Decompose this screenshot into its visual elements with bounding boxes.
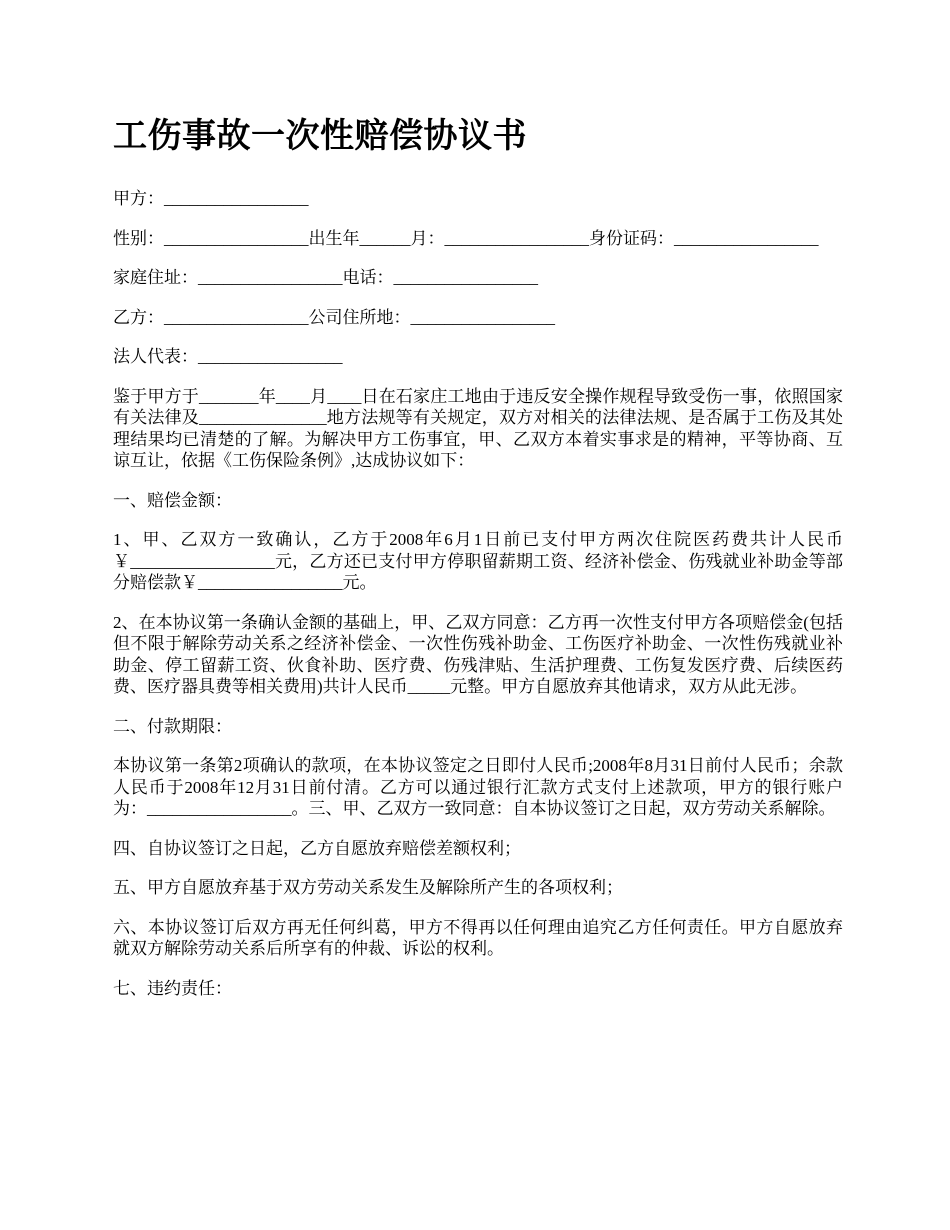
party-a-line: 甲方：_________________ bbox=[113, 189, 309, 208]
clause-4: 四、自协议签订之日起，乙方自愿放弃赔偿差额权利； bbox=[113, 838, 521, 858]
section-heading-breach: 七、违约责任： bbox=[113, 978, 232, 998]
clause-1-2: 2、在本协议第一条确认金额的基础上，甲、乙双方同意：乙方再一次性支付甲方各项赔偿金(包括但不限于解除劳动关系之经济补偿金、一次性伤残补助金、工伤医疗补助金、一次性伤残就业补助金、停工留薪工资、伙食补助、医疗费、伤残津贴、生活护理费、工伤复发医疗费、后续医药费、医疗器具费等相关费用)共计人民币_____元整。甲方自愿放弃其他请求，双方从此无涉。 bbox=[113, 612, 843, 696]
legal-representative-line: 法人代表：_________________ bbox=[113, 347, 343, 366]
section-heading-compensation: 一、赔偿金额： bbox=[113, 490, 232, 510]
clause-5: 五、甲方自愿放弃基于双方劳动关系发生及解除所产生的各项权利； bbox=[113, 878, 623, 897]
preamble-paragraph: 鉴于甲方于_______年____月____日在石家庄工地由于违反安全操作规程导致受伤一事，依照国家有关法律及_______________地方法规等有关规定，双方对相关的法律法规、是否属于工伤及其处理结果均已清楚的了解。为解决甲方工伤事宜，甲、乙双方本着实事求是的精神，平等协商、互谅互让，依据《工伤保险条例》,达成协议如下： bbox=[113, 386, 843, 470]
document-page bbox=[113, 112, 843, 1017]
gender-birth-id-line: 性别：_________________出生年______月：_________________身份证码：_________________ bbox=[113, 228, 819, 248]
party-b-line: 乙方：_________________公司住所地：_________________ bbox=[113, 307, 555, 327]
clause-1-1: 1、甲、乙双方一致确认，乙方于2008年6月1日前已支付甲方两次住院医药费共计人民币￥_________________元，乙方还已支付甲方停职留薪期工资、经济补偿金、伤残就业补助金等部分赔偿款￥_________________元。 bbox=[113, 530, 843, 592]
document-title: 工伤事故一次性赔偿协议书 bbox=[113, 118, 527, 155]
address-phone-line: 家庭住址：_________________电话：_________________ bbox=[113, 268, 538, 287]
clause-6: 六、本协议签订后双方再无任何纠葛，甲方不得再以任何理由追究乙方任何责任。甲方自愿放弃就双方解除劳动关系后所享有的仲裁、诉讼的权利。 bbox=[113, 917, 843, 958]
payment-term-paragraph: 本协议第一条第2项确认的款项，在本协议签定之日即付人民币;2008年8月31日前付人民币；余款人民币于2008年12月31日前付清。乙方可以通过银行汇款方式支付上述款项，甲方的银行账户为：_________________。三、甲、乙双方一致同意：自本协议签订之日起，双方劳动关系解除。 bbox=[113, 756, 843, 818]
section-heading-payment-term: 二、付款期限： bbox=[113, 716, 232, 736]
